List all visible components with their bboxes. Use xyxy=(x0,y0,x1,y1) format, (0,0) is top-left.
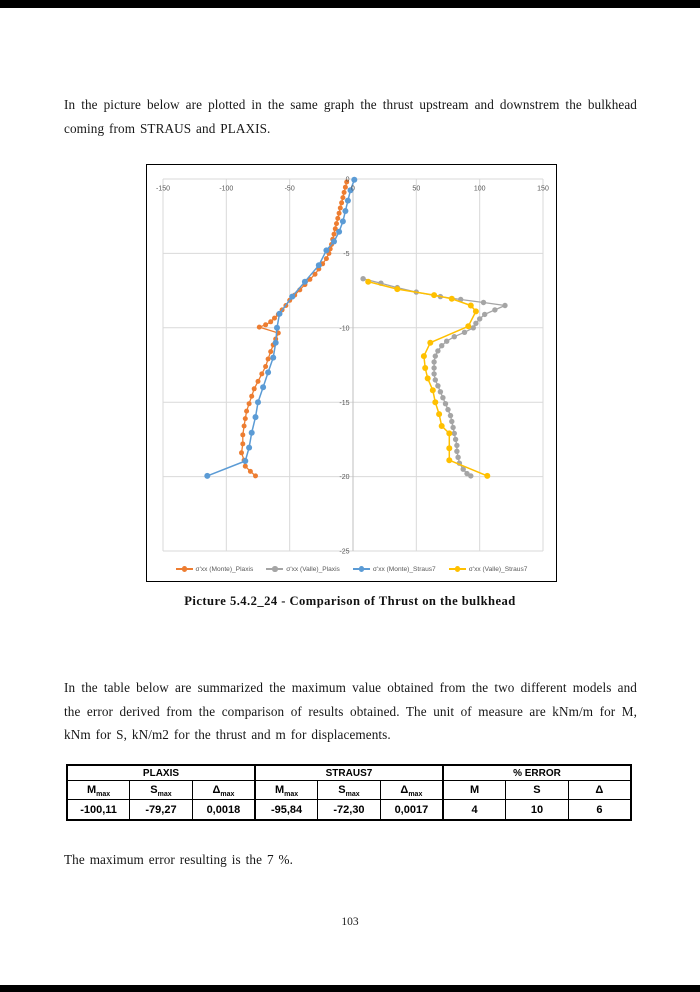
results-table xyxy=(66,764,632,821)
chart-x-tick-label: -100 xyxy=(219,185,234,193)
table-column-header xyxy=(380,781,443,800)
chart-x-tick-label: 0 xyxy=(351,185,355,193)
table-group-header: STRAUS7 xyxy=(255,765,443,781)
chart-data-point xyxy=(445,407,450,412)
chart-data-point xyxy=(468,473,473,478)
table-value-cell: 6 xyxy=(568,800,631,821)
chart-legend xyxy=(147,559,556,579)
legend-item xyxy=(266,566,340,573)
legend-item xyxy=(449,566,528,573)
chart-data-point xyxy=(443,401,448,406)
chart-data-point xyxy=(239,450,244,455)
chart-data-point xyxy=(268,319,273,324)
table-value-cell: -79,27 xyxy=(130,800,193,821)
chart-data-point xyxy=(243,416,248,421)
table-column-header xyxy=(506,781,569,800)
chart-data-point xyxy=(340,195,345,200)
chart-data-point xyxy=(492,307,497,312)
chart-data-point xyxy=(272,316,277,321)
chart-data-point xyxy=(454,443,459,448)
chart-data-point xyxy=(471,325,476,330)
legend-label: σ'xx (Valle)_Plaxis xyxy=(286,565,340,573)
chart-data-point xyxy=(439,343,444,348)
chart-data-point xyxy=(446,457,452,463)
chart-data-point xyxy=(345,198,351,204)
chart-data-point xyxy=(455,455,460,460)
chart-data-point xyxy=(266,357,271,362)
paragraph-table-intro: In the table below are summarized the maximum value obtained from the two different models and the error derived from the comparison of results obtained. The unit of measure are kNm/m for M, kNm for S, kN/m2 for the thrust and m for displacements. xyxy=(64,680,637,742)
chart-data-point xyxy=(332,232,337,237)
chart-data-point xyxy=(242,458,248,464)
chart-data-point xyxy=(448,413,453,418)
chart-data-point xyxy=(444,339,449,344)
column-header-symbol: S xyxy=(150,784,158,796)
chart-data-point xyxy=(342,208,348,214)
chart-series-line xyxy=(363,279,505,476)
chart-data-point xyxy=(337,211,342,216)
chart-data-point xyxy=(449,419,454,424)
chart-data-point xyxy=(433,353,438,358)
chart-data-point xyxy=(324,256,329,261)
chart-data-point xyxy=(465,323,471,329)
column-header-symbol: Δ xyxy=(212,784,221,796)
chart-data-point xyxy=(302,279,308,285)
chart-y-tick-label: 0 xyxy=(345,176,350,184)
chart-data-point xyxy=(252,386,257,391)
chart-data-point xyxy=(323,247,329,253)
table-value-cell: 0,0018 xyxy=(192,800,255,821)
chart-data-point xyxy=(454,449,459,454)
chart-data-point xyxy=(253,473,258,478)
chart-data-point xyxy=(436,411,442,417)
legend-line-dot-marker xyxy=(353,566,370,572)
chart-data-point xyxy=(263,364,268,369)
chart-data-point xyxy=(351,177,357,183)
legend-line-dot-marker xyxy=(266,566,283,572)
table-value-cell: -72,30 xyxy=(318,800,381,821)
chart-data-point xyxy=(440,395,445,400)
column-header-subscript: max xyxy=(157,790,172,798)
chart-data-point xyxy=(335,216,340,221)
chart-data-point xyxy=(240,432,245,437)
chart-data-point xyxy=(431,365,436,370)
chart-data-point xyxy=(263,322,268,327)
legend-line-dot-marker xyxy=(449,566,466,572)
scan-border-bottom xyxy=(0,985,700,992)
table-column-header xyxy=(192,781,255,800)
chart-data-point xyxy=(432,399,438,405)
chart-data-point xyxy=(394,286,400,292)
chart-data-point xyxy=(431,359,436,364)
legend-label: σ'xx (Monte)_Plaxis xyxy=(195,565,254,573)
chart-data-point xyxy=(422,365,428,371)
column-header-symbol: M xyxy=(86,784,97,796)
chart-data-point xyxy=(453,437,458,442)
chart-data-point xyxy=(473,308,479,314)
page-number: 103 xyxy=(341,916,359,928)
chart-data-point xyxy=(338,206,343,211)
chart-data-point xyxy=(477,316,482,321)
chart-y-tick-label: -5 xyxy=(343,251,350,258)
chart-data-point xyxy=(431,292,437,298)
table-column-header xyxy=(130,781,193,800)
chart-data-point xyxy=(273,340,279,346)
chart-data-point xyxy=(481,300,486,305)
chart-data-point xyxy=(259,371,264,376)
chart-data-point xyxy=(484,473,490,479)
chart-data-point xyxy=(473,321,478,326)
table-value-cell: 10 xyxy=(506,800,569,821)
chart-data-point xyxy=(249,430,255,436)
chart-data-point xyxy=(421,353,427,359)
chart-data-point xyxy=(462,330,467,335)
chart-data-point xyxy=(336,229,342,235)
scan-border-top xyxy=(0,0,700,8)
chart-data-point xyxy=(240,441,245,446)
table-value-cell: -100,11 xyxy=(67,800,130,821)
chart-data-point xyxy=(343,185,348,190)
chart-data-point xyxy=(502,303,507,308)
column-header-subscript: max xyxy=(345,790,360,798)
column-header-subscript: max xyxy=(284,790,299,798)
legend-label: σ'xx (Monte)_Straus7 xyxy=(372,565,436,573)
chart-data-point xyxy=(244,409,249,414)
table-value-cell: -95,84 xyxy=(255,800,318,821)
table-column-header xyxy=(255,781,318,800)
column-header-subscript: max xyxy=(408,790,423,798)
chart-y-tick-label: -20 xyxy=(339,474,350,482)
figure-caption: Picture 5.4.2_24 - Comparison of Thrust on the bulkhead xyxy=(184,594,516,608)
chart-x-tick-label: 150 xyxy=(537,185,549,193)
chart-data-point xyxy=(249,394,254,399)
chart-data-point xyxy=(334,221,339,226)
column-header-symbol: S xyxy=(533,784,541,796)
chart-data-point xyxy=(433,377,438,382)
chart-data-point xyxy=(449,296,455,302)
chart-y-tick-label: -10 xyxy=(339,325,350,333)
chart-data-point xyxy=(482,312,487,317)
chart-data-point xyxy=(427,340,433,346)
chart-data-point xyxy=(204,473,210,479)
chart-data-point xyxy=(450,425,455,430)
chart-data-point xyxy=(270,355,276,361)
paragraph-intro: In the picture below are plotted in the same graph the thrust upstream and downstrem the bulkhead coming from STRAUS and PLAXIS. xyxy=(64,97,637,136)
column-header-symbol: Δ xyxy=(595,784,604,796)
chart-x-tick-label: 50 xyxy=(412,185,421,193)
chart-data-point xyxy=(243,464,248,469)
column-header-subscript: max xyxy=(96,790,111,798)
chart-data-point xyxy=(339,200,344,205)
table-group-header: PLAXIS xyxy=(67,765,255,781)
chart-data-point xyxy=(331,239,337,245)
thrust-comparison-chart xyxy=(146,164,557,582)
chart-data-point xyxy=(257,325,262,330)
chart-plot-area xyxy=(147,165,555,557)
chart-data-point xyxy=(452,431,457,436)
chart-data-point xyxy=(468,303,474,309)
chart-data-point xyxy=(431,371,436,376)
chart-data-point xyxy=(253,414,259,420)
table-column-header xyxy=(67,781,130,800)
table-value-cell: 0,0017 xyxy=(380,800,443,821)
chart-y-tick-label: -15 xyxy=(339,399,350,407)
chart-data-point xyxy=(260,384,266,390)
chart-x-tick-label: -150 xyxy=(155,185,171,193)
chart-data-point xyxy=(365,279,371,285)
chart-x-tick-label: -50 xyxy=(284,185,295,193)
table-column-header xyxy=(568,781,631,800)
chart-data-point xyxy=(268,349,273,354)
chart-y-tick-label: -25 xyxy=(339,548,350,556)
chart-data-point xyxy=(247,401,252,406)
table-column-header xyxy=(318,781,381,800)
chart-data-point xyxy=(246,445,252,451)
chart-data-point xyxy=(446,430,452,436)
chart-data-point xyxy=(438,389,443,394)
chart-data-point xyxy=(446,445,452,451)
chart-data-point xyxy=(360,276,365,281)
column-header-symbol: S xyxy=(338,784,346,796)
chart-series-line xyxy=(242,182,350,476)
chart-data-point xyxy=(277,311,283,317)
table-group-header: % ERROR xyxy=(443,765,631,781)
chart-data-point xyxy=(274,325,280,331)
chart-data-point xyxy=(430,387,436,393)
chart-data-point xyxy=(255,399,261,405)
chart-data-point xyxy=(439,423,445,429)
column-header-symbol: M xyxy=(469,784,480,796)
column-header-symbol: Δ xyxy=(400,784,409,796)
paragraph-max-error: The maximum error resulting is the 7 %. xyxy=(64,852,294,868)
chart-data-point xyxy=(340,218,346,224)
table-column-header xyxy=(443,781,506,800)
legend-item xyxy=(176,566,254,573)
chart-data-point xyxy=(452,334,457,339)
chart-data-point xyxy=(425,375,431,381)
chart-data-point xyxy=(435,383,440,388)
chart-data-point xyxy=(256,379,261,384)
chart-data-point xyxy=(316,262,322,268)
column-header-symbol: M xyxy=(274,784,285,796)
table-value-cell: 4 xyxy=(443,800,506,821)
chart-data-point xyxy=(342,190,347,195)
column-header-subscript: max xyxy=(220,790,235,798)
legend-item xyxy=(353,566,436,573)
chart-data-point xyxy=(248,469,253,474)
legend-line-dot-marker xyxy=(176,566,193,572)
chart-x-tick-label: 100 xyxy=(473,185,486,193)
chart-data-point xyxy=(435,348,440,353)
chart-data-point xyxy=(289,294,295,300)
chart-data-point xyxy=(242,424,247,429)
legend-label: σ'xx (Valle)_Straus7 xyxy=(468,565,528,573)
chart-data-point xyxy=(265,369,271,375)
